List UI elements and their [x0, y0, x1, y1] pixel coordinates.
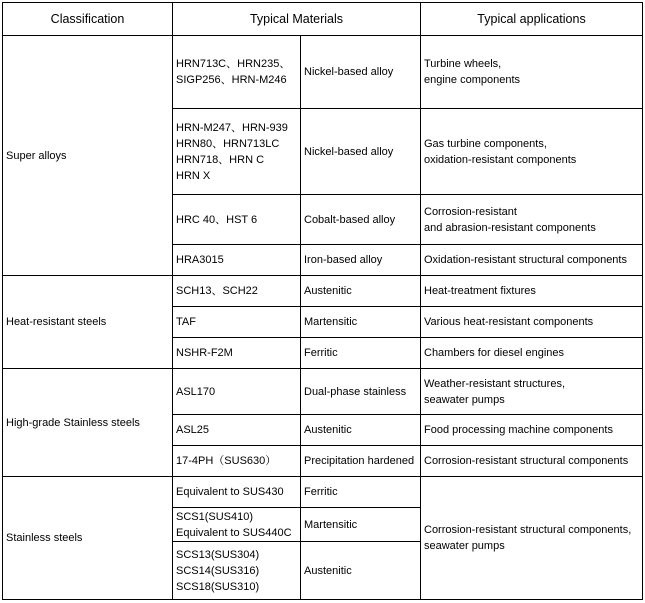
material-name: SCS13(SUS304): [176, 548, 260, 561]
material-name: HRA3015: [176, 254, 224, 266]
application-cell: [421, 195, 643, 245]
application-cell: [421, 109, 643, 195]
material-cell: [173, 195, 301, 245]
material-type: Austenitic: [301, 276, 421, 307]
material-cell: [173, 276, 301, 307]
material-name: HRN718、HRN C: [176, 153, 265, 166]
material-name: Equivalent to SUS430: [176, 486, 284, 498]
material-cell: [173, 36, 301, 109]
material-cell: [173, 369, 301, 415]
material-cell: [173, 542, 301, 600]
material-name: ASL170: [176, 385, 216, 398]
header-typical-materials: Typical Materials: [173, 3, 421, 36]
material-cell: [173, 307, 301, 338]
table-row: [3, 36, 643, 109]
application-text: Corrosion-resistant structural components,: [424, 524, 632, 536]
table-row: [3, 276, 643, 307]
application-text: Food processing machine components: [424, 424, 613, 436]
material-type: Nickel-based alloy: [301, 36, 421, 109]
material-type: Iron-based alloy: [301, 245, 421, 276]
classification-heat-resistant-steels: Heat-resistant steels: [3, 276, 173, 369]
material-cell: [173, 415, 301, 446]
application-text: Turbine wheels,: [424, 58, 502, 70]
application-cell: [421, 36, 643, 109]
application-text: Chambers for diesel engines: [424, 347, 565, 359]
material-name: HRN-M247、HRN-939: [176, 121, 288, 134]
material-name: ASL25: [176, 424, 210, 436]
table-row: [3, 369, 643, 415]
application-text: Gas turbine components,: [424, 137, 547, 150]
material-type: Precipitation hardened: [301, 446, 421, 477]
header-classification: Classification: [3, 3, 173, 36]
header-row: [3, 3, 643, 36]
material-name: TAF: [176, 316, 196, 328]
materials-table: [2, 2, 643, 600]
application-text: seawater pumps: [424, 393, 505, 406]
application-text: Corrosion-resistant: [424, 205, 517, 218]
application-cell: [421, 446, 643, 477]
material-type: Ferritic: [301, 477, 421, 508]
material-name: SCS1(SUS410): [176, 510, 254, 523]
material-name: HRN713C、HRN235、: [176, 58, 291, 70]
material-name: 17-4PH（SUS630）: [176, 455, 277, 467]
application-text: engine components: [424, 74, 521, 86]
application-cell: [421, 307, 643, 338]
application-text: seawater pumps: [424, 540, 505, 552]
application-cell: [421, 276, 643, 307]
classification-super-alloys: Super alloys: [3, 36, 173, 276]
application-text: Oxidation-resistant structural components: [424, 254, 627, 266]
application-text: Weather-resistant structures,: [424, 377, 566, 390]
material-type: Nickel-based alloy: [301, 109, 421, 195]
material-type: Austenitic: [301, 542, 421, 600]
material-name: HRN80、HRN713LC: [176, 137, 280, 150]
application-text: Corrosion-resistant structural components: [424, 455, 629, 467]
application-cell: [421, 369, 643, 415]
material-name: SIGP256、HRN-M246: [176, 74, 287, 86]
application-cell: [421, 245, 643, 276]
material-type: Cobalt-based alloy: [301, 195, 421, 245]
application-cell: [421, 338, 643, 369]
material-cell: [173, 338, 301, 369]
classification-high-grade-stainless: High-grade Stainless steels: [3, 369, 173, 477]
header-typical-applications: Typical applications: [421, 3, 643, 36]
application-text: Heat-treatment fixtures: [424, 285, 536, 297]
application-cell: [421, 477, 643, 600]
material-cell: [173, 508, 301, 542]
material-cell: [173, 446, 301, 477]
material-type: Martensitic: [301, 508, 421, 542]
material-type: Dual-phase stainless: [301, 369, 421, 415]
material-type: Ferritic: [301, 338, 421, 369]
material-cell: [173, 477, 301, 508]
classification-stainless-steels: Stainless steels: [3, 477, 173, 600]
material-name: SCS18(SUS310): [176, 580, 260, 593]
table-row: [3, 477, 643, 508]
material-type: Martensitic: [301, 307, 421, 338]
material-cell: [173, 109, 301, 195]
material-cell: [173, 245, 301, 276]
material-name: SCH13、SCH22: [176, 285, 258, 297]
material-type: Austenitic: [301, 415, 421, 446]
material-name: SCS14(SUS316): [176, 564, 260, 577]
application-text: Various heat-resistant components: [424, 316, 594, 328]
application-text: and abrasion-resistant components: [424, 221, 596, 234]
application-text: oxidation-resistant components: [424, 153, 577, 166]
material-name: HRC 40、HST 6: [176, 213, 258, 226]
material-name: HRN X: [176, 169, 211, 182]
application-cell: [421, 415, 643, 446]
material-name: Equivalent to SUS440C: [176, 526, 292, 539]
material-name: NSHR-F2M: [176, 347, 233, 359]
